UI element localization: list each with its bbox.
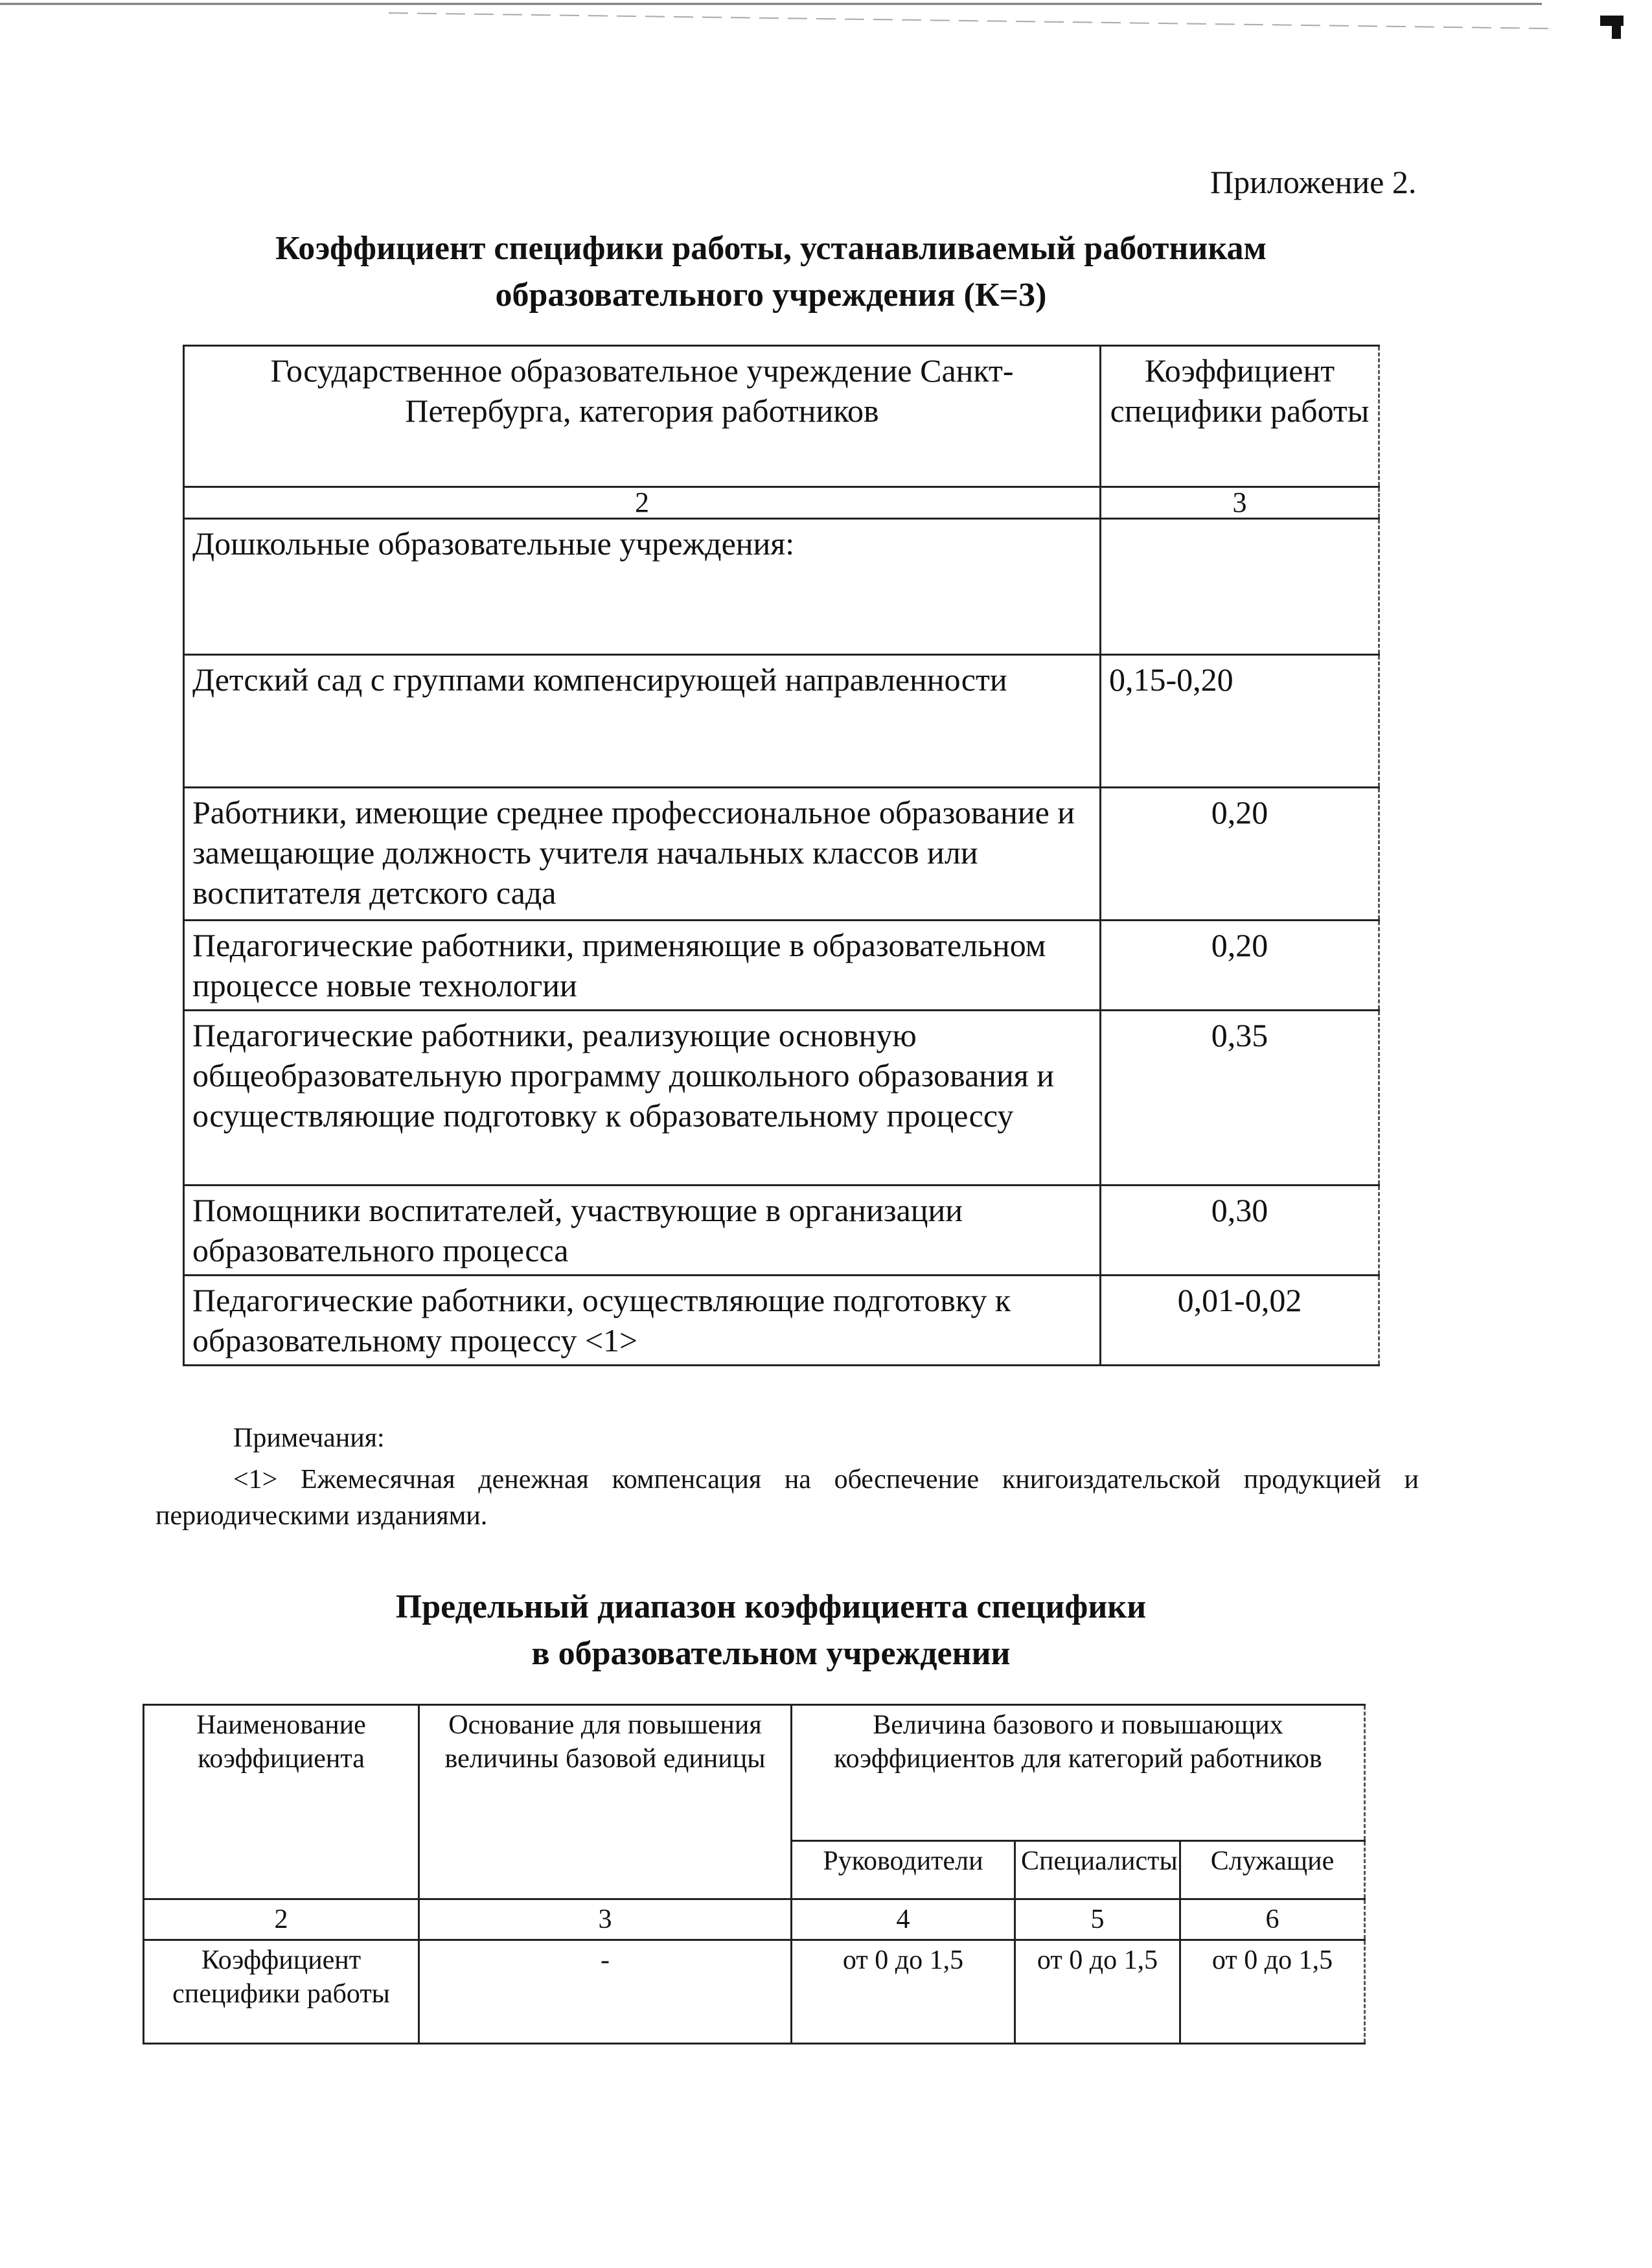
header-managers: Руководители: [792, 1841, 1015, 1899]
table1-title-line1: Коэффициент специфики работы, устанавливаемый работникам: [275, 230, 1267, 267]
row-value: 0,15-0,20: [1101, 655, 1379, 788]
header-institution-category: Государственное образовательное учреждение Санкт-Петербурга, категория работников: [184, 346, 1101, 487]
column-number: 4: [792, 1899, 1015, 1940]
coefficient-table: [183, 345, 1380, 1366]
row-coefficient-name: Коэффициент специфики работы: [144, 1940, 419, 2044]
table2-title: [155, 1584, 1386, 1677]
column-number: 2: [144, 1899, 419, 1940]
table-row: [184, 1276, 1379, 1366]
column-number: 2: [184, 487, 1101, 519]
table1-title: [155, 225, 1386, 319]
row-label: Педагогические работники, реализующие основную общеобразовательную программу дошкольного образования и осуществляющие подготовку к образовательному процессу: [184, 1011, 1101, 1186]
header-value-group: Величина базового и повышающих коэффициентов для категорий работников: [792, 1705, 1365, 1841]
table1-title-line2: образовательного учреждения (К=3): [495, 277, 1047, 314]
table-row: [184, 921, 1379, 1011]
notes-heading: Примечания:: [233, 1423, 385, 1453]
table2-title-line2: в образовательном учреждении: [531, 1635, 1011, 1672]
header-specialists: Специалисты: [1015, 1841, 1180, 1899]
header-basis: Основание для повышения величины базовой единицы: [419, 1705, 792, 1899]
table-row: [144, 1940, 1365, 2044]
scan-edge-marks: [0, 0, 1652, 39]
row-value: 0,20: [1101, 788, 1379, 921]
row-basis: -: [419, 1940, 792, 2044]
row-value: 0,35: [1101, 1011, 1379, 1186]
table-row: [184, 1186, 1379, 1276]
row-specialists-value: от 0 до 1,5: [1015, 1940, 1180, 2044]
row-label: Детский сад с группами компенсирующей направленности: [184, 655, 1101, 788]
appendix-label: Приложение 2.: [1210, 164, 1417, 200]
column-number: 3: [419, 1899, 792, 1940]
section-value-empty: [1101, 519, 1379, 655]
row-label: Педагогические работники, применяющие в образовательном процессе новые технологии: [184, 921, 1101, 1011]
row-managers-value: от 0 до 1,5: [792, 1940, 1015, 2044]
table-row: [184, 655, 1379, 788]
column-number: 3: [1101, 487, 1379, 519]
column-number: 5: [1015, 1899, 1180, 1940]
row-label: Помощники воспитателей, участвующие в организации образовательного процесса: [184, 1186, 1101, 1276]
table-row: [184, 1011, 1379, 1186]
column-number: 6: [1180, 1899, 1365, 1940]
row-label: Педагогические работники, осуществляющие подготовку к образовательному процессу <1>: [184, 1276, 1101, 1366]
row-label: Работники, имеющие среднее профессиональное образование и замещающие должность учителя начальных классов или воспитателя детского сада: [184, 788, 1101, 921]
row-value: 0,01-0,02: [1101, 1276, 1379, 1366]
range-table: [143, 1704, 1366, 2045]
section-heading: Дошкольные образовательные учреждения:: [184, 519, 1101, 655]
row-value: 0,20: [1101, 921, 1379, 1011]
header-coefficient: Коэффициент специфики работы: [1101, 346, 1379, 487]
footnote-text: <1> Ежемесячная денежная компенсация на обеспечение книгоиздательской продукцией и периодическими изданиями.: [155, 1465, 1419, 1531]
header-coefficient-name: Наименование коэффициента: [144, 1705, 419, 1899]
row-value: 0,30: [1101, 1186, 1379, 1276]
table-row: [184, 788, 1379, 921]
table2-title-line1: Предельный диапазон коэффициента специфики: [395, 1588, 1147, 1625]
header-employees: Служащие: [1180, 1841, 1365, 1899]
row-employees-value: от 0 до 1,5: [1180, 1940, 1365, 2044]
